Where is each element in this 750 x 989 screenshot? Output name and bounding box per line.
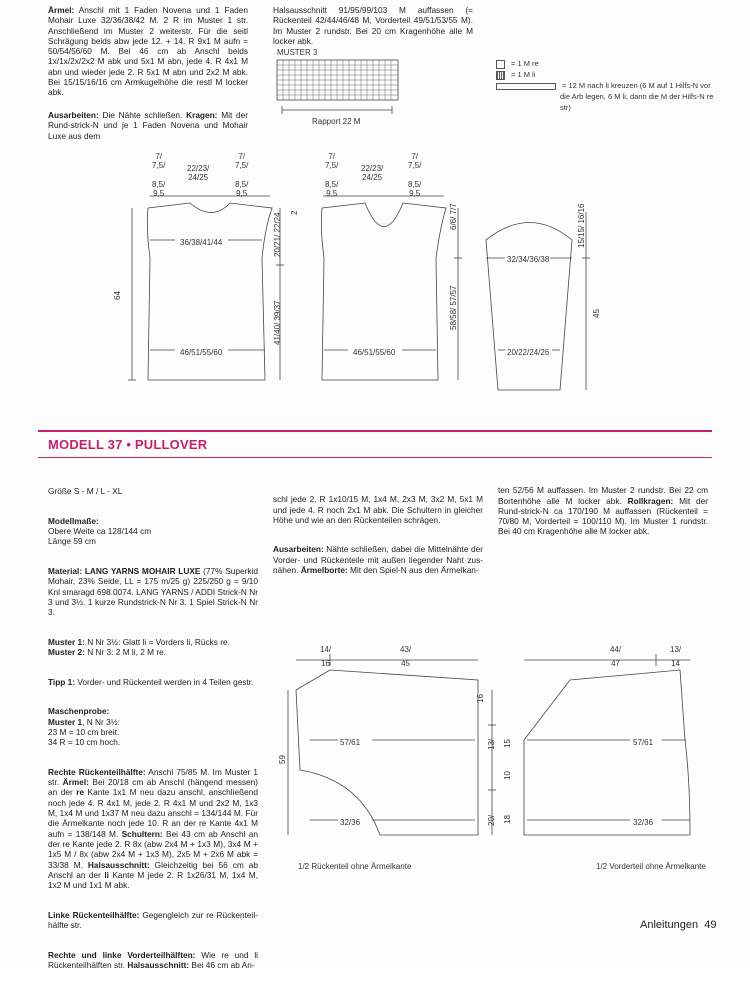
back-top-right: 43/ 45 bbox=[400, 645, 412, 668]
front-shoulder-depth-r: 8,5/ 9,5 bbox=[408, 180, 422, 198]
collar-instructions: Halsausschnitt 91/95/99/103 M auffassen (= Rückenteil 42/44/46/48 M, Vorderteil 49/51/53/55 M). Im Muster 2 rundstr. Bei 20 cm Kragenhöhe alle M locker abk. bbox=[273, 5, 473, 46]
model-col3: ten 52/56 M auffassen. Im Muster 2 rundstr. Bei 22 cm Bortenhöhe alle M locker abk. Rollkragen: Mit der Rund-strick-N ca 170/190 M auffassen (Rückenteil = 70/80 M, Vorderteil = 100/110 M). Im Muster 1 rundstr. Bei 40 cm Kragenhöhe alle M locker abk. bbox=[498, 485, 708, 537]
back-top-left: 14/ 16 bbox=[320, 645, 332, 668]
back-height-b: 59 bbox=[278, 755, 287, 764]
sleeve-width-lower: 20/22/24/26 bbox=[507, 348, 550, 357]
front-width-lower-b: 32/36 bbox=[633, 818, 654, 827]
front-side: 58/58/ 57/57 bbox=[449, 285, 458, 330]
back-width-upper-b: 57/61 bbox=[340, 738, 361, 747]
back-width-lower: 46/51/55/60 bbox=[180, 348, 223, 357]
front-width-upper-b: 57/61 bbox=[633, 738, 654, 747]
back-height: 64 bbox=[113, 291, 122, 300]
back-shoulder-left: 7/ 7,5/ bbox=[152, 152, 166, 170]
back-side-length: 41/40/ 39/37 bbox=[273, 300, 282, 345]
front-neck-width: 22/23/ 24/25 bbox=[361, 164, 384, 182]
back-outline bbox=[147, 203, 272, 380]
half-front-outline bbox=[524, 670, 690, 835]
sleeve-instructions: Ärmel: Anschl mit 1 Faden Novena und 1 Faden Mohair Luxe 32/36/38/42 M. 2 R im Muster 1 str. Anschließend im Muster 2 weiterstr. Für die seitl Schrägung beids abw jede 12. + 14. R 9x1 M aufn = 50/54/56/60 M. Bei 46 cm ab Anschl beids 1x/1x/2x/2x2 M abk und 5x1 M abn, jede 4. R 4x1 M abn und wieder jede 2. R 5x1 M abn und 2x2 M abk. Bei 15/15/16/16 cm Armkugelhöhe die restl M locker abk. bbox=[48, 5, 248, 98]
back-dim-15: 15 bbox=[503, 739, 512, 748]
front-shoulder-left: 7/ 7,5/ bbox=[325, 152, 339, 170]
back-shoulder-depth-l: 8,5/ 9,5 bbox=[152, 180, 166, 198]
front-neck-depth: 6/6/ 7/7 bbox=[449, 203, 458, 230]
half-back-outline bbox=[296, 670, 478, 835]
sleeve-outline bbox=[486, 223, 572, 391]
back-shoulder-depth-r: 8,5/ 9,5 bbox=[235, 180, 249, 198]
back-dim-10: 10 bbox=[503, 771, 512, 780]
back-armhole: 20/21/ 22/24 bbox=[273, 212, 282, 257]
page-footer: Anleitungen 49 bbox=[640, 919, 717, 931]
back-shoulder-right: 7/ 7,5/ bbox=[235, 152, 249, 170]
front-top-right: 13/ 14 bbox=[670, 645, 682, 668]
rapport-label: Rapport 22 M bbox=[312, 117, 361, 126]
front-caption: 1/2 Vorderteil ohne Ärmelkante bbox=[596, 862, 706, 871]
back-dim-13: 13/ bbox=[487, 738, 496, 750]
sleeve-width-upper: 32/34/36/38 bbox=[507, 255, 550, 264]
front-top-left: 44/ 47 bbox=[610, 645, 622, 668]
model-title: MODELL 37 • PULLOVER bbox=[48, 437, 208, 452]
model-col1: Größe S - M / L - XL Modellmaße: Obere Weite ca 128/144 cm Länge 59 cm Material: LANG YARNS MOHAIR LUXE (77% Superkid Mohair, 23% Seide, LL = 175 m/25 g) 225/250 g = 9/10 Knl smaragd 698.0074. LANG YARNS / ADDI Strick-N Nr 3 und 3½. 1 kurze Rundstrick-N Nr 3. 1 Spiel Strick-N Nr 3. Muster 1: N Nr 3½: Glatt li = Vorders li, Rücks re. Muster 2: N Nr 3: 2 M li, 2 M re. Tipp 1: Vorder- und Rückenteil werden in 4 Teilen gestr. Maschenprobe: Muster 1, N Nr 3½: 23 M = 10 cm breit. 34 R = 10 cm hoch. Rechte Rückenteilhälfte: Anschl 75/85 M. Im Muster 1 str. Ärmel: Bei 20/18 cm ab Anschl (hängend messen) an der re Kante 1x1 M neu dazu anschl, anschließend noch jede 4. R 4x1 M, jede 2. R 4x1 M und 2x2 M, 1x3 M, 1x4 M und 1x37 M neu dazu anschl = 134/144 M. Für die Ärmelkante noch jede 10. R an der re Kante 4x1 M aufn = 138/148 M. Schultern: Bei 43 cm ab Anschl an der re Kante jede 2. R 8x (abw 2x4 M + 1x3 M), 3x4 M + 1x5 M / 8x (abw 2x4 M + 1x3 M), 2x5 M + 2x6 M abk = 33/38 M. Halsausschnitt: Gleichzeitig bei 56 cm ab Anschl an der li Kante M jede 2. R 1x26/31 M, 1x4 M, 1x2 M und 1x1 M abk. Linke Rückenteilhälfte: Gegengleich zur re Rückenteil-hälfte str. Rechte und linke Vorderteilhälften: Wie re und li Rückenteilhälften str. Halsausschnitt: Bei 46 cm ab An- bbox=[48, 486, 259, 970]
back-dim-18: 18 bbox=[503, 815, 512, 824]
sleeve-cap-height: 15/15/ 16/16 bbox=[577, 203, 586, 248]
front-outline bbox=[321, 203, 446, 380]
back-width-upper: 36/38/41/44 bbox=[180, 238, 223, 247]
muster3-gridlines bbox=[277, 60, 398, 100]
muster3-title: MUSTER 3 bbox=[277, 48, 318, 57]
front-shoulder-right: 7/ 7,5/ bbox=[408, 152, 422, 170]
back-neck-width: 22/23/ 24/25 bbox=[187, 164, 210, 182]
front-width-lower: 46/51/55/60 bbox=[353, 348, 396, 357]
back-dim-16: 16 bbox=[476, 694, 485, 703]
back-caption: 1/2 Rückenteil ohne Ärmelkante bbox=[298, 862, 412, 871]
back-dim-20: 20/ bbox=[487, 814, 496, 826]
finishing-instructions: Ausarbeiten: Die Nähte schließen. Kragen: Mit der Rund-strick-N und je 1 Faden Novena und Mohair Luxe aus dem bbox=[48, 110, 248, 141]
front-shoulder-depth-l: 8,5/ 9,5 bbox=[325, 180, 339, 198]
back-neck-depth: 2 bbox=[290, 210, 299, 215]
model-col2: schl jede 2. R 1x10/15 M, 1x4 M, 2x3 M, 3x2 M, 5x1 M und jede 4. R noch 2x1 M abk. Die Schultern in gleicher Höhe und wie an den Rückenteilen schrägen. Ausarbeiten: Nähte schließen, dabei die Mittelnähte der Vorder- und Rückenteile mit außen liegender Naht zus-nähen. Ärmelborte: Mit den Spiel-N aus den Ärmelkan- bbox=[273, 494, 483, 576]
sleeve-length: 45 bbox=[592, 309, 601, 318]
back-width-lower-b: 32/36 bbox=[340, 818, 361, 827]
chart-legend: = 1 M re = 1 M li = 12 M nach li kreuzen (6 M auf 1 Hilfs-N vor die Arb legen, 6 M li, dann die M der Hilfs-N re str) bbox=[496, 58, 716, 113]
